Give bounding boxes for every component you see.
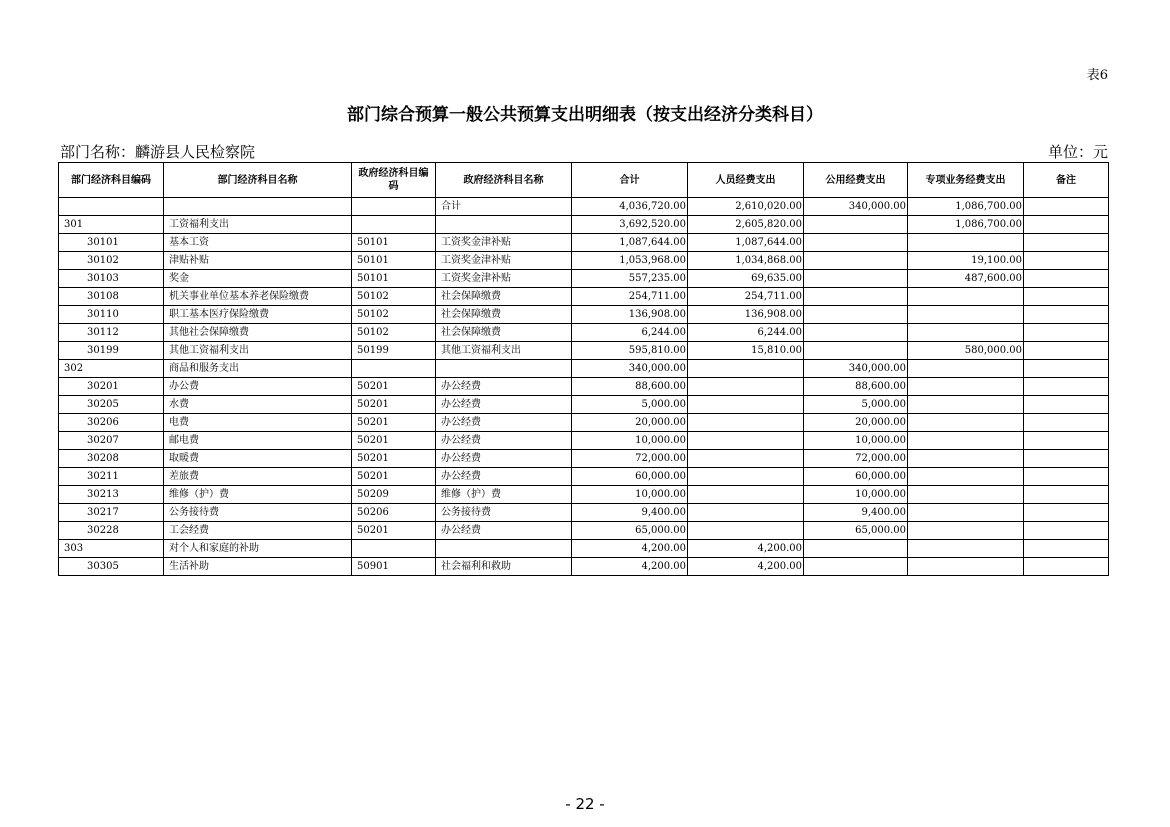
header-total: 合计 xyxy=(572,163,688,198)
dept-name-cell: 基本工资 xyxy=(164,234,352,252)
gov-name-cell: 社会保障缴费 xyxy=(436,306,572,324)
gov-name-cell: 维修（护）费 xyxy=(436,486,572,504)
table-row xyxy=(59,324,1109,342)
remark-cell xyxy=(1024,360,1109,378)
gov-code-cell: 50901 xyxy=(352,558,436,576)
dept-code-cell: 30217 xyxy=(59,504,164,522)
total-cell: 136,908.00 xyxy=(572,306,688,324)
dept-code-cell: 30206 xyxy=(59,414,164,432)
remark-cell xyxy=(1024,342,1109,360)
personnel-cell: 1,087,644.00 xyxy=(688,234,804,252)
gov-name-cell: 工资奖金津补贴 xyxy=(436,234,572,252)
dept-name-cell: 其他工资福利支出 xyxy=(164,342,352,360)
special-cell xyxy=(908,306,1024,324)
table-row xyxy=(59,558,1109,576)
dept-code-cell xyxy=(59,198,164,216)
dept-code-cell: 30199 xyxy=(59,342,164,360)
public-cell xyxy=(804,306,908,324)
public-cell xyxy=(804,342,908,360)
dept-name-cell: 差旅费 xyxy=(164,468,352,486)
gov-name-cell: 社会保障缴费 xyxy=(436,324,572,342)
personnel-cell: 6,244.00 xyxy=(688,324,804,342)
gov-code-cell: 50102 xyxy=(352,288,436,306)
total-cell: 557,235.00 xyxy=(572,270,688,288)
remark-cell xyxy=(1024,504,1109,522)
header-dept-code: 部门经济科目编码 xyxy=(59,163,164,198)
total-cell: 4,200.00 xyxy=(572,540,688,558)
total-cell: 1,053,968.00 xyxy=(572,252,688,270)
dept-code-cell: 30112 xyxy=(59,324,164,342)
public-cell: 88,600.00 xyxy=(804,378,908,396)
personnel-cell xyxy=(688,450,804,468)
dept-code-cell: 30102 xyxy=(59,252,164,270)
public-cell xyxy=(804,216,908,234)
gov-name-cell: 工资奖金津补贴 xyxy=(436,252,572,270)
remark-cell xyxy=(1024,324,1109,342)
header-dept-name: 部门经济科目名称 xyxy=(164,163,352,198)
page-number: - 22 - xyxy=(565,795,605,813)
special-cell xyxy=(908,234,1024,252)
personnel-cell xyxy=(688,396,804,414)
gov-code-cell: 50102 xyxy=(352,306,436,324)
table-row xyxy=(59,540,1109,558)
public-cell: 20,000.00 xyxy=(804,414,908,432)
remark-cell xyxy=(1024,306,1109,324)
gov-name-cell: 办公经费 xyxy=(436,414,572,432)
dept-name-cell: 公务接待费 xyxy=(164,504,352,522)
public-cell: 340,000.00 xyxy=(804,198,908,216)
public-cell xyxy=(804,558,908,576)
dept-name-cell: 其他社会保障缴费 xyxy=(164,324,352,342)
personnel-cell xyxy=(688,378,804,396)
gov-name-cell: 办公经费 xyxy=(436,522,572,540)
dept-code-cell: 303 xyxy=(59,540,164,558)
public-cell: 65,000.00 xyxy=(804,522,908,540)
dept-name-cell: 职工基本医疗保险缴费 xyxy=(164,306,352,324)
personnel-cell xyxy=(688,360,804,378)
dept-name-cell: 工会经费 xyxy=(164,522,352,540)
total-cell: 595,810.00 xyxy=(572,342,688,360)
dept-code-cell: 30213 xyxy=(59,486,164,504)
personnel-cell: 1,034,868.00 xyxy=(688,252,804,270)
special-cell xyxy=(908,558,1024,576)
department-label: 部门名称：麟游县人民检察院 xyxy=(60,143,256,161)
gov-code-cell: 50201 xyxy=(352,378,436,396)
gov-name-cell: 公务接待费 xyxy=(436,504,572,522)
gov-code-cell: 50102 xyxy=(352,324,436,342)
gov-code-cell: 50201 xyxy=(352,396,436,414)
personnel-cell xyxy=(688,504,804,522)
remark-cell xyxy=(1024,270,1109,288)
dept-name-cell: 机关事业单位基本养老保险缴费 xyxy=(164,288,352,306)
public-cell: 60,000.00 xyxy=(804,468,908,486)
table-row xyxy=(59,396,1109,414)
dept-name-cell: 维修（护）费 xyxy=(164,486,352,504)
dept-name-cell: 生活补助 xyxy=(164,558,352,576)
personnel-cell xyxy=(688,414,804,432)
public-cell: 5,000.00 xyxy=(804,396,908,414)
header-personnel: 人员经费支出 xyxy=(688,163,804,198)
dept-name-cell: 工资福利支出 xyxy=(164,216,352,234)
table-row xyxy=(59,198,1109,216)
special-cell xyxy=(908,324,1024,342)
special-cell xyxy=(908,360,1024,378)
public-cell xyxy=(804,288,908,306)
special-cell xyxy=(908,378,1024,396)
total-cell: 65,000.00 xyxy=(572,522,688,540)
gov-code-cell: 50199 xyxy=(352,342,436,360)
table-row xyxy=(59,522,1109,540)
unit-label: 单位：元 xyxy=(1047,143,1108,161)
personnel-cell: 4,200.00 xyxy=(688,558,804,576)
special-cell: 487,600.00 xyxy=(908,270,1024,288)
dept-code-cell: 30101 xyxy=(59,234,164,252)
total-cell: 10,000.00 xyxy=(572,432,688,450)
dept-code-cell: 30208 xyxy=(59,450,164,468)
gov-code-cell: 50206 xyxy=(352,504,436,522)
special-cell xyxy=(908,450,1024,468)
expenditure-table xyxy=(58,162,1109,576)
table-row xyxy=(59,342,1109,360)
gov-name-cell: 办公经费 xyxy=(436,450,572,468)
header-gov-name: 政府经济科目名称 xyxy=(436,163,572,198)
remark-cell xyxy=(1024,558,1109,576)
remark-cell xyxy=(1024,540,1109,558)
dept-code-cell: 30103 xyxy=(59,270,164,288)
dept-code-cell: 30305 xyxy=(59,558,164,576)
special-cell xyxy=(908,486,1024,504)
dept-name-cell xyxy=(164,198,352,216)
special-cell xyxy=(908,432,1024,450)
gov-name-cell: 办公经费 xyxy=(436,378,572,396)
public-cell xyxy=(804,234,908,252)
table-row xyxy=(59,234,1109,252)
special-cell xyxy=(908,396,1024,414)
gov-name-cell: 工资奖金津补贴 xyxy=(436,270,572,288)
dept-name-cell: 津贴补贴 xyxy=(164,252,352,270)
remark-cell xyxy=(1024,396,1109,414)
total-cell: 10,000.00 xyxy=(572,486,688,504)
gov-name-cell: 办公经费 xyxy=(436,396,572,414)
remark-cell xyxy=(1024,288,1109,306)
table-row xyxy=(59,270,1109,288)
gov-name-cell: 其他工资福利支出 xyxy=(436,342,572,360)
dept-code-cell: 30228 xyxy=(59,522,164,540)
remark-cell xyxy=(1024,522,1109,540)
public-cell: 10,000.00 xyxy=(804,432,908,450)
gov-code-cell: 50201 xyxy=(352,468,436,486)
personnel-cell: 4,200.00 xyxy=(688,540,804,558)
gov-name-cell: 办公经费 xyxy=(436,432,572,450)
gov-code-cell xyxy=(352,198,436,216)
public-cell: 72,000.00 xyxy=(804,450,908,468)
header-special: 专项业务经费支出 xyxy=(908,163,1024,198)
personnel-cell: 69,635.00 xyxy=(688,270,804,288)
special-cell xyxy=(908,540,1024,558)
personnel-cell: 15,810.00 xyxy=(688,342,804,360)
gov-name-cell: 社会福利和救助 xyxy=(436,558,572,576)
public-cell xyxy=(804,540,908,558)
personnel-cell xyxy=(688,432,804,450)
dept-name-cell: 取暖费 xyxy=(164,450,352,468)
special-cell: 1,086,700.00 xyxy=(908,198,1024,216)
special-cell: 19,100.00 xyxy=(908,252,1024,270)
total-cell: 4,036,720.00 xyxy=(572,198,688,216)
gov-name-cell: 合计 xyxy=(436,198,572,216)
table-row xyxy=(59,432,1109,450)
personnel-cell: 2,610,020.00 xyxy=(688,198,804,216)
total-cell: 88,600.00 xyxy=(572,378,688,396)
header-gov-code: 政府经济科目编码 xyxy=(352,163,436,198)
remark-cell xyxy=(1024,486,1109,504)
table-row xyxy=(59,216,1109,234)
gov-name-cell: 办公经费 xyxy=(436,468,572,486)
table-row xyxy=(59,378,1109,396)
remark-cell xyxy=(1024,378,1109,396)
public-cell xyxy=(804,324,908,342)
gov-code-cell xyxy=(352,540,436,558)
total-cell: 4,200.00 xyxy=(572,558,688,576)
dept-code-cell: 30201 xyxy=(59,378,164,396)
table-number: 表6 xyxy=(1086,68,1108,83)
special-cell xyxy=(908,504,1024,522)
table-row xyxy=(59,414,1109,432)
dept-code-cell: 30205 xyxy=(59,396,164,414)
personnel-cell: 254,711.00 xyxy=(688,288,804,306)
gov-code-cell: 50209 xyxy=(352,486,436,504)
remark-cell xyxy=(1024,414,1109,432)
dept-name-cell: 商品和服务支出 xyxy=(164,360,352,378)
table-row xyxy=(59,288,1109,306)
dept-code-cell: 302 xyxy=(59,360,164,378)
personnel-cell: 2,605,820.00 xyxy=(688,216,804,234)
remark-cell xyxy=(1024,432,1109,450)
special-cell xyxy=(908,468,1024,486)
dept-name-cell: 电费 xyxy=(164,414,352,432)
dept-code-cell: 301 xyxy=(59,216,164,234)
public-cell: 340,000.00 xyxy=(804,360,908,378)
public-cell xyxy=(804,270,908,288)
personnel-cell: 136,908.00 xyxy=(688,306,804,324)
gov-code-cell xyxy=(352,216,436,234)
dept-name-cell: 奖金 xyxy=(164,270,352,288)
page-title: 部门综合预算一般公共预算支出明细表（按支出经济分类科目） xyxy=(347,105,823,125)
gov-code-cell: 50201 xyxy=(352,414,436,432)
total-cell: 72,000.00 xyxy=(572,450,688,468)
dept-name-cell: 水费 xyxy=(164,396,352,414)
special-cell: 580,000.00 xyxy=(908,342,1024,360)
remark-cell xyxy=(1024,198,1109,216)
gov-name-cell xyxy=(436,540,572,558)
remark-cell xyxy=(1024,450,1109,468)
dept-code-cell: 30108 xyxy=(59,288,164,306)
total-cell: 1,087,644.00 xyxy=(572,234,688,252)
gov-name-cell: 社会保障缴费 xyxy=(436,288,572,306)
total-cell: 60,000.00 xyxy=(572,468,688,486)
special-cell xyxy=(908,522,1024,540)
header-public: 公用经费支出 xyxy=(804,163,908,198)
table-header-row xyxy=(59,163,1109,198)
dept-code-cell: 30110 xyxy=(59,306,164,324)
dept-name-cell: 办公费 xyxy=(164,378,352,396)
special-cell xyxy=(908,288,1024,306)
gov-name-cell xyxy=(436,216,572,234)
remark-cell xyxy=(1024,468,1109,486)
special-cell xyxy=(908,414,1024,432)
dept-name-cell: 对个人和家庭的补助 xyxy=(164,540,352,558)
gov-code-cell: 50101 xyxy=(352,234,436,252)
table-row xyxy=(59,450,1109,468)
total-cell: 9,400.00 xyxy=(572,504,688,522)
gov-name-cell xyxy=(436,360,572,378)
dept-code-cell: 30211 xyxy=(59,468,164,486)
table-row xyxy=(59,468,1109,486)
remark-cell xyxy=(1024,252,1109,270)
table-row xyxy=(59,360,1109,378)
total-cell: 254,711.00 xyxy=(572,288,688,306)
gov-code-cell xyxy=(352,360,436,378)
total-cell: 3,692,520.00 xyxy=(572,216,688,234)
header-remark: 备注 xyxy=(1024,163,1109,198)
dept-name-cell: 邮电费 xyxy=(164,432,352,450)
gov-code-cell: 50101 xyxy=(352,252,436,270)
table-row xyxy=(59,486,1109,504)
total-cell: 5,000.00 xyxy=(572,396,688,414)
total-cell: 6,244.00 xyxy=(572,324,688,342)
dept-code-cell: 30207 xyxy=(59,432,164,450)
table-row xyxy=(59,252,1109,270)
public-cell xyxy=(804,252,908,270)
personnel-cell xyxy=(688,468,804,486)
total-cell: 20,000.00 xyxy=(572,414,688,432)
public-cell: 10,000.00 xyxy=(804,486,908,504)
gov-code-cell: 50201 xyxy=(352,432,436,450)
table-row xyxy=(59,306,1109,324)
personnel-cell xyxy=(688,486,804,504)
table-body xyxy=(59,198,1109,576)
table-row xyxy=(59,504,1109,522)
gov-code-cell: 50201 xyxy=(352,450,436,468)
gov-code-cell: 50101 xyxy=(352,270,436,288)
remark-cell xyxy=(1024,216,1109,234)
gov-code-cell: 50201 xyxy=(352,522,436,540)
total-cell: 340,000.00 xyxy=(572,360,688,378)
remark-cell xyxy=(1024,234,1109,252)
personnel-cell xyxy=(688,522,804,540)
special-cell: 1,086,700.00 xyxy=(908,216,1024,234)
public-cell: 9,400.00 xyxy=(804,504,908,522)
